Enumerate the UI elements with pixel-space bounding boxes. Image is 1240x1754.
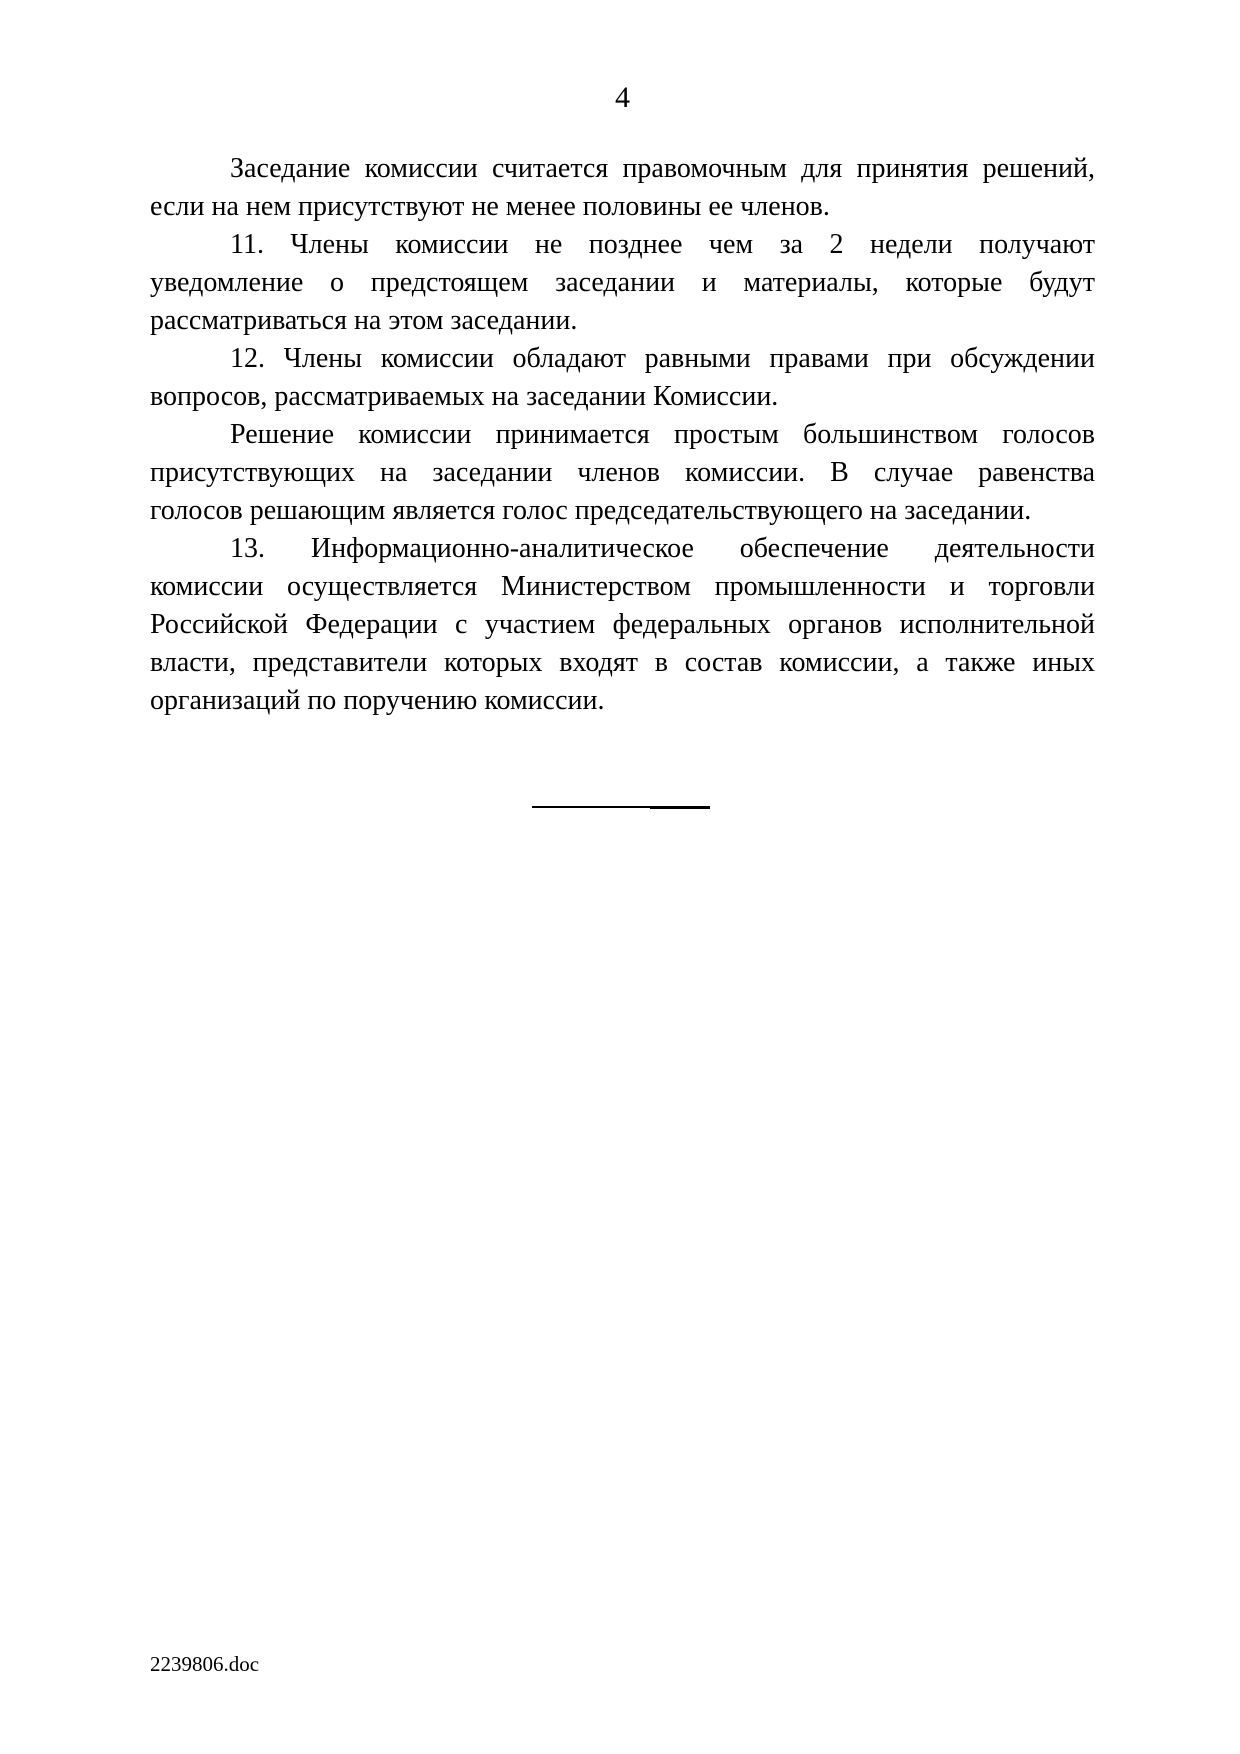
text-line: Российской Федерации с участием федеральных органов исполнительной: [150, 609, 1095, 640]
document-body: [150, 150, 1095, 720]
text-line: комиссии осуществляется Министерством промышленности и торговли: [150, 571, 1095, 602]
text-line: рассматриваться на этом заседании.: [150, 305, 578, 336]
page-number: 4: [615, 81, 630, 114]
paragraph: [150, 340, 1095, 416]
text-line: Заседание комиссии считается правомочным для принятия решений,: [230, 153, 1095, 184]
text-line: Решение комиссии принимается простым большинством голосов: [230, 419, 1095, 450]
text-line: 11. Члены комиссии не позднее чем за 2 недели получают: [230, 229, 1095, 260]
text-line: голосов решающим является голос председательствующего на заседании.: [150, 495, 1032, 526]
divider-thick-segment: [650, 806, 710, 809]
paragraph: [150, 226, 1095, 340]
text-line: власти, представители которых входят в состав комиссии, а также иных: [150, 647, 1095, 678]
paragraph: [150, 530, 1095, 720]
text-line: организаций по поручению комиссии.: [150, 685, 605, 716]
paragraph: [150, 150, 1095, 226]
text-line: 12. Члены комиссии обладают равными правами при обсуждении: [230, 343, 1095, 374]
text-line: если на нем присутствуют не менее половины ее членов.: [150, 191, 830, 222]
paragraph: [150, 416, 1095, 530]
section-divider-line: [532, 806, 710, 808]
text-line: присутствующих на заседании членов комиссии. В случае равенства: [150, 457, 1095, 488]
footer-filename: 2239806.doc: [150, 1652, 260, 1676]
text-line: вопросов, рассматриваемых на заседании Комиссии.: [150, 381, 779, 412]
text-line: 13. Информационно-аналитическое обеспечение деятельности: [230, 533, 1095, 564]
text-line: уведомление о предстоящем заседании и материалы, которые будут: [150, 267, 1095, 298]
